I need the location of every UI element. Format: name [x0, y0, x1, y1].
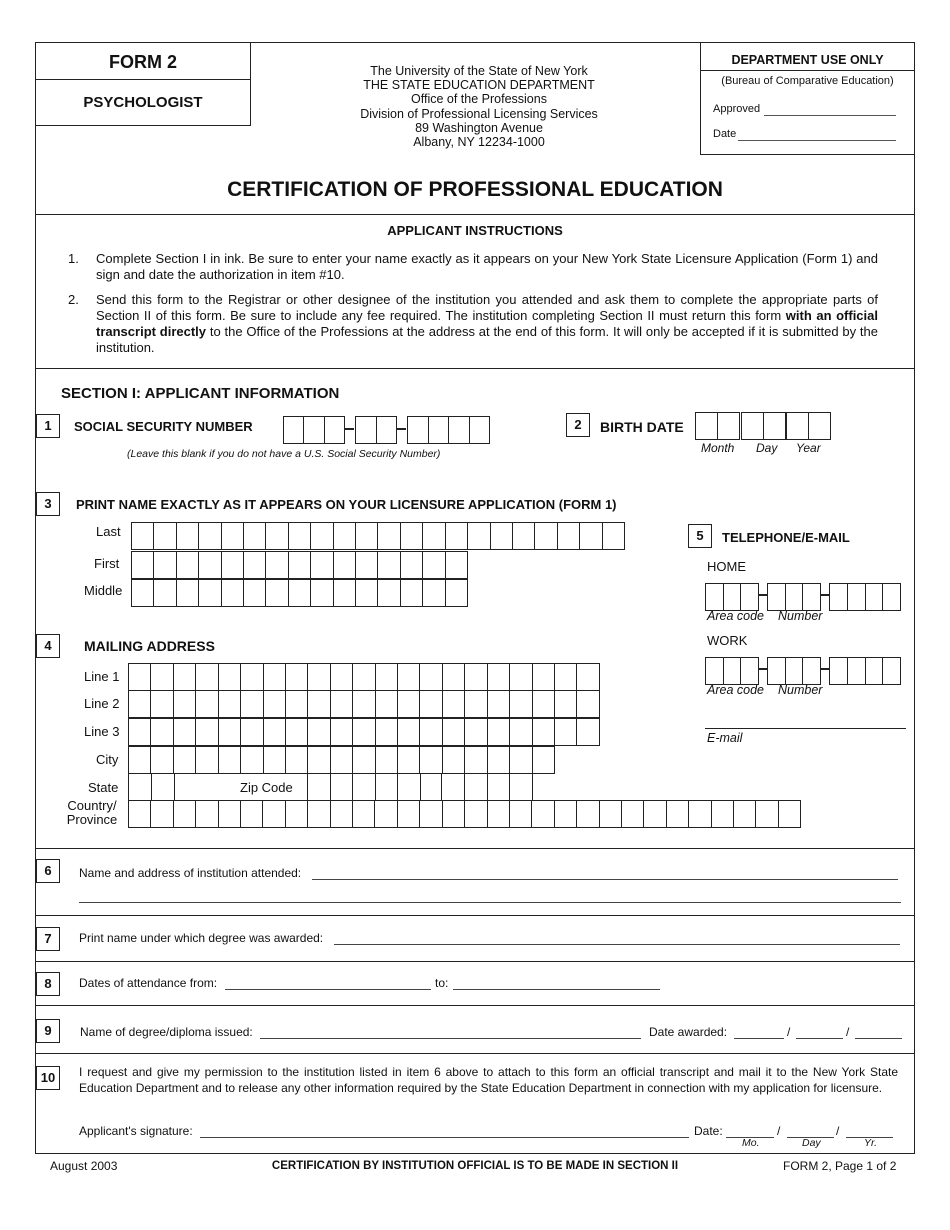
ssn-group-input[interactable] [355, 416, 397, 444]
home-area-code-input[interactable] [705, 583, 759, 611]
signature-input[interactable] [200, 1137, 689, 1138]
ssn-serial-input[interactable] [407, 416, 490, 444]
name-heading: PRINT NAME EXACTLY AS IT APPEARS ON YOUR LICENSURE APPLICATION (FORM 1) [76, 497, 617, 512]
date-slash: / [777, 1124, 781, 1138]
item-8-number: 8 [36, 972, 60, 996]
phone-dash [820, 594, 829, 596]
last-name-label: Last [96, 524, 121, 539]
birth-date-label: BIRTH DATE [600, 419, 684, 435]
date-slash: / [846, 1025, 850, 1039]
country-input[interactable] [128, 800, 801, 828]
footer-date: August 2003 [50, 1159, 118, 1173]
day-caption: Day [802, 1137, 821, 1149]
degree-name-label: Print name under which degree was awarded: [79, 931, 324, 945]
institution-input[interactable] [312, 879, 898, 880]
birth-day-caption: Day [756, 441, 778, 455]
birth-day-input[interactable] [741, 412, 786, 440]
dept-use-title: DEPARTMENT USE ONLY [731, 53, 884, 67]
item-4-number: 4 [36, 634, 60, 658]
dept-use-bureau: (Bureau of Comparative Education) [721, 75, 894, 87]
approved-label: Approved [713, 103, 761, 115]
home-phone-label: HOME [707, 559, 746, 574]
degree-issued-label: Name of degree/diploma issued: [80, 1025, 253, 1039]
degree-issued-input[interactable] [260, 1038, 641, 1039]
item-10-number: 10 [36, 1066, 60, 1090]
attendance-from-label: Dates of attendance from: [79, 976, 218, 990]
date-awarded-label: Date awarded: [649, 1025, 728, 1039]
agency-line: Office of the Professions [411, 92, 547, 107]
work-area-code-caption: Area code [707, 683, 764, 697]
province-label-line: Province [66, 812, 118, 827]
email-input[interactable] [705, 728, 906, 729]
agency-line: Division of Professional Licensing Services [360, 106, 598, 121]
date-slash: / [787, 1025, 791, 1039]
home-number-caption: Number [778, 609, 823, 623]
instruction-1-text: Complete Section I in ink. Be sure to enter your name exactly as it appears on your New York State Licensure Application (Form 1) and sign and date the authorization in item #10. [96, 251, 878, 282]
authorization-statement: I request and give my permission to the institution listed in item 6 above to attach to this form an official transcript and mail it to the New York State Education Department and to release any other information required by the State Education Department in connection with my application for licensure. [79, 1065, 898, 1095]
address-line-1-label: Line 1 [84, 669, 120, 684]
agency-line: 89 Washington Avenue [415, 120, 543, 135]
phone-heading: TELEPHONE/E-MAIL [722, 530, 850, 545]
ssn-area-input[interactable] [283, 416, 345, 444]
degree-name-input[interactable] [334, 944, 900, 945]
first-name-input[interactable] [131, 551, 468, 579]
address-line-2-label: Line 2 [84, 696, 120, 711]
year-caption: Yr. [864, 1137, 878, 1149]
phone-dash [820, 668, 829, 670]
authorization-text [79, 1065, 898, 1096]
instruction-2-number: 2. [68, 292, 79, 307]
instruction-2-text-a: Send this form to the Registrar or other designee of the institution you attended and ask them to complete the appropriate parts of Section II of this form. Be sure to include any fee required. The institution completing Section II must return this form [96, 292, 878, 323]
date-label: Date [713, 128, 737, 140]
agency-address [300, 64, 658, 149]
country-label [60, 799, 124, 827]
agency-line: THE STATE EDUCATION DEPARTMENT [363, 78, 595, 93]
email-caption: E-mail [707, 731, 743, 745]
state-input[interactable] [128, 773, 175, 801]
ssn-label: SOCIAL SECURITY NUMBER [74, 419, 253, 434]
item-2-number: 2 [566, 413, 590, 437]
address-line-3-label: Line 3 [84, 724, 120, 739]
date-slash: / [836, 1124, 840, 1138]
address-line-1-input[interactable] [128, 663, 600, 691]
item-7-number: 7 [36, 927, 60, 951]
birth-year-input[interactable] [786, 412, 831, 440]
instruction-2-text-b: to the Office of the Professions at the address at the end of this form. It will only be accepted if it is submitted by the institution. [96, 324, 878, 355]
address-line-3-input[interactable] [128, 718, 600, 746]
birth-month-input[interactable] [695, 412, 740, 440]
city-label: City [96, 752, 119, 767]
address-heading: MAILING ADDRESS [84, 638, 215, 654]
work-number-caption: Number [778, 683, 823, 697]
birth-year-caption: Year [796, 441, 821, 455]
item-6-number: 6 [36, 859, 60, 883]
first-name-label: First [94, 556, 120, 571]
item-5-number: 5 [688, 524, 712, 548]
section-1-heading: SECTION I: APPLICANT INFORMATION [61, 385, 340, 402]
home-number-input[interactable] [829, 583, 901, 611]
middle-name-label: Middle [84, 583, 123, 598]
city-input[interactable] [128, 746, 555, 774]
instruction-2-bold: with an official transcript directly [96, 308, 878, 339]
date-awarded-year[interactable] [855, 1038, 902, 1039]
home-exchange-input[interactable] [767, 583, 821, 611]
agency-line: Albany, NY 12234-1000 [413, 135, 545, 150]
zip-extension-input[interactable] [441, 773, 533, 801]
middle-name-input[interactable] [131, 579, 468, 607]
instructions-heading: APPLICANT INSTRUCTIONS [387, 223, 563, 238]
institution-label: Name and address of institution attended: [79, 866, 302, 880]
attendance-to-label: to: [435, 976, 449, 990]
form-number: FORM 2 [108, 52, 177, 72]
item-9-number: 9 [36, 1019, 60, 1043]
signature-label: Applicant's signature: [79, 1124, 193, 1138]
item-1-number: 1 [36, 414, 60, 438]
ssn-note: (Leave this blank if you do not have a U.S. Social Security Number) [127, 448, 441, 460]
last-name-input[interactable] [131, 522, 625, 550]
zip-label: Zip Code [240, 780, 293, 795]
ssn-dash [344, 428, 354, 430]
work-phone-label: WORK [707, 633, 748, 648]
item-3-number: 3 [36, 492, 60, 516]
institution-address-input[interactable] [79, 902, 901, 903]
approved-line[interactable] [764, 115, 896, 116]
instruction-1 [96, 251, 878, 282]
dept-date-line[interactable] [738, 140, 896, 141]
work-exchange-input[interactable] [767, 657, 821, 685]
attendance-to-input[interactable] [453, 989, 660, 990]
home-area-code-caption: Area code [707, 609, 764, 623]
signature-date-label: Date: [694, 1124, 723, 1138]
attendance-from-input[interactable] [225, 989, 431, 990]
ssn-dash [396, 428, 406, 430]
footer-page-number: FORM 2, Page 1 of 2 [783, 1159, 897, 1173]
instruction-1-number: 1. [68, 251, 79, 266]
country-label-line: Country/ [67, 798, 117, 813]
work-number-input[interactable] [829, 657, 901, 685]
page-title: CERTIFICATION OF PROFESSIONAL EDUCATION [227, 178, 723, 201]
phone-dash [758, 594, 767, 596]
profession-title: PSYCHOLOGIST [83, 94, 203, 111]
instruction-2 [96, 292, 878, 356]
month-caption: Mo. [742, 1137, 760, 1149]
agency-line: The University of the State of New York [370, 64, 588, 78]
birth-month-caption: Month [701, 441, 735, 455]
phone-dash [758, 668, 767, 670]
work-area-code-input[interactable] [705, 657, 759, 685]
date-awarded-day[interactable] [796, 1038, 843, 1039]
zip-input[interactable] [307, 773, 421, 801]
address-line-2-input[interactable] [128, 690, 600, 718]
footer-notice: CERTIFICATION BY INSTITUTION OFFICIAL IS TO BE MADE IN SECTION II [271, 1160, 679, 1172]
state-label: State [88, 780, 119, 795]
date-awarded-month[interactable] [734, 1038, 784, 1039]
